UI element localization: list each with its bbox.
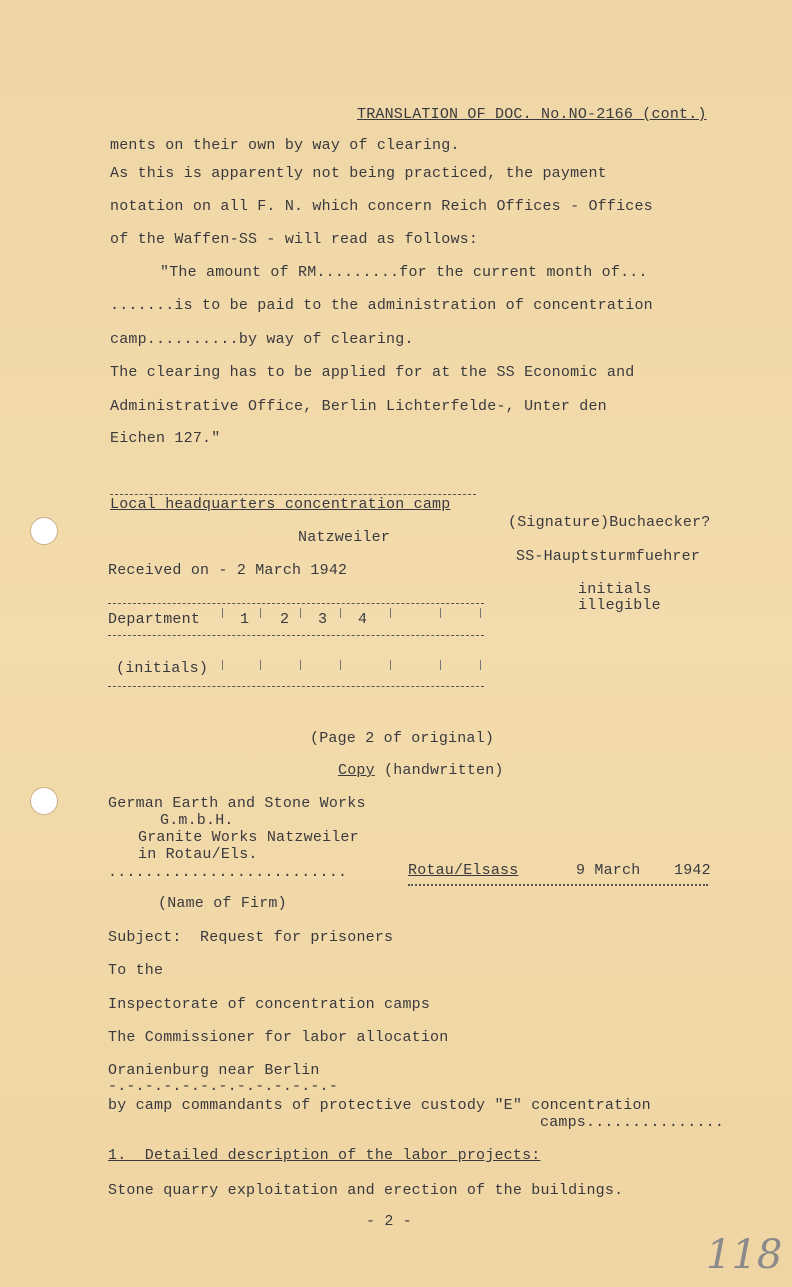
punch-hole-top: [30, 517, 58, 545]
commissioner: The Commissioner for labor allocation: [108, 1029, 449, 1046]
body-line: The clearing has to be applied for at the SS Economic and: [110, 364, 635, 381]
oranienburg: Oranienburg near Berlin: [108, 1062, 320, 1079]
punch-hole-bottom: [30, 787, 58, 815]
firm-line: in Rotau/Els.: [138, 846, 258, 863]
signature-illegible: illegible: [578, 597, 661, 614]
section-1-heading: 1. Detailed description of the labor projects:: [108, 1147, 541, 1164]
to-line: To the: [108, 962, 164, 979]
table-tick: [260, 608, 261, 618]
body-line: ments on their own by way of clearing.: [110, 137, 460, 154]
table-tick: [390, 608, 391, 618]
table-tick: [340, 660, 341, 670]
doc-header: TRANSLATION OF DOC. No.NO-2166 (cont.): [357, 106, 707, 123]
table-tick: [480, 608, 481, 618]
page-of-original: (Page 2 of original): [310, 730, 495, 747]
body-line: of the Waffen-SS - will read as follows:: [110, 231, 479, 248]
copy-handwritten: (handwritten): [374, 762, 504, 779]
table-tick: [440, 608, 441, 618]
stamp-received: Received on - 2 March 1942: [108, 562, 348, 579]
table-tick: [340, 608, 341, 618]
subject: Subject: Request for prisoners: [108, 929, 394, 946]
stamp-camp: Natzweiler: [298, 529, 391, 546]
by-commandants: by camp commandants of protective custody "E" concentration: [108, 1097, 651, 1114]
firm-line: Granite Works Natzweiler: [138, 829, 359, 846]
table-tick: [222, 608, 223, 618]
signature: (Signature)Buchaecker?: [508, 514, 711, 531]
body-line: camp..........by way of clearing.: [110, 331, 414, 348]
signature-initials: initials: [578, 581, 652, 598]
place: Rotau/Elsass: [408, 862, 519, 879]
stamp-top-rule: [110, 494, 476, 495]
firm-line: G.m.b.H.: [160, 812, 234, 829]
table-tick: [390, 660, 391, 670]
handwritten-number: 118: [706, 1232, 783, 1278]
table-tick: [260, 660, 261, 670]
stamp-hq: Local headquarters concentration camp: [110, 496, 451, 513]
body-line: Administrative Office, Berlin Lichterfelde-, Unter den: [110, 398, 607, 415]
table-tick: [480, 660, 481, 670]
table-tick: [440, 660, 441, 670]
copy-note: [338, 762, 504, 780]
body-line: .......is to be paid to the administration of concentration: [110, 297, 653, 314]
stone-quarry: Stone quarry exploitation and erection of the buildings.: [108, 1182, 624, 1199]
firm-dots: ..........................: [108, 864, 348, 881]
stamp-col-2: 2: [280, 611, 290, 628]
dash-line: -.-.-.-.-.-.-.-.-.-.-.-.-: [108, 1078, 339, 1095]
stamp-col-4: 4: [358, 611, 368, 628]
stamp-col-1: 1: [240, 611, 250, 628]
stamp-col-3: 3: [318, 611, 328, 628]
body-line: Eichen 127.": [110, 430, 221, 447]
table-tick: [300, 660, 301, 670]
table-tick: [300, 608, 301, 618]
year: 1942: [674, 862, 711, 879]
table-tick: [222, 660, 223, 670]
firm-line: German Earth and Stone Works: [108, 795, 366, 812]
camps-line: camps...............: [540, 1114, 725, 1131]
table-rule: [108, 603, 484, 604]
copy-word: Copy: [338, 762, 375, 779]
body-line: notation on all F. N. which concern Reich Offices - Offices: [110, 198, 653, 215]
table-rule: [108, 635, 484, 636]
firm-label: (Name of Firm): [158, 895, 287, 912]
place-date-dots: [408, 884, 708, 886]
page-number: - 2 -: [366, 1213, 413, 1230]
body-line: As this is apparently not being practiced, the payment: [110, 165, 607, 182]
signature-rank: SS-Hauptsturmfuehrer: [516, 548, 701, 565]
stamp-initials-label: (initials): [116, 660, 209, 677]
body-line: "The amount of RM.........for the current month of...: [160, 264, 648, 281]
date: 9 March: [576, 862, 641, 879]
table-rule: [108, 686, 484, 687]
inspectorate: Inspectorate of concentration camps: [108, 996, 431, 1013]
stamp-department-label: Department: [108, 611, 201, 628]
